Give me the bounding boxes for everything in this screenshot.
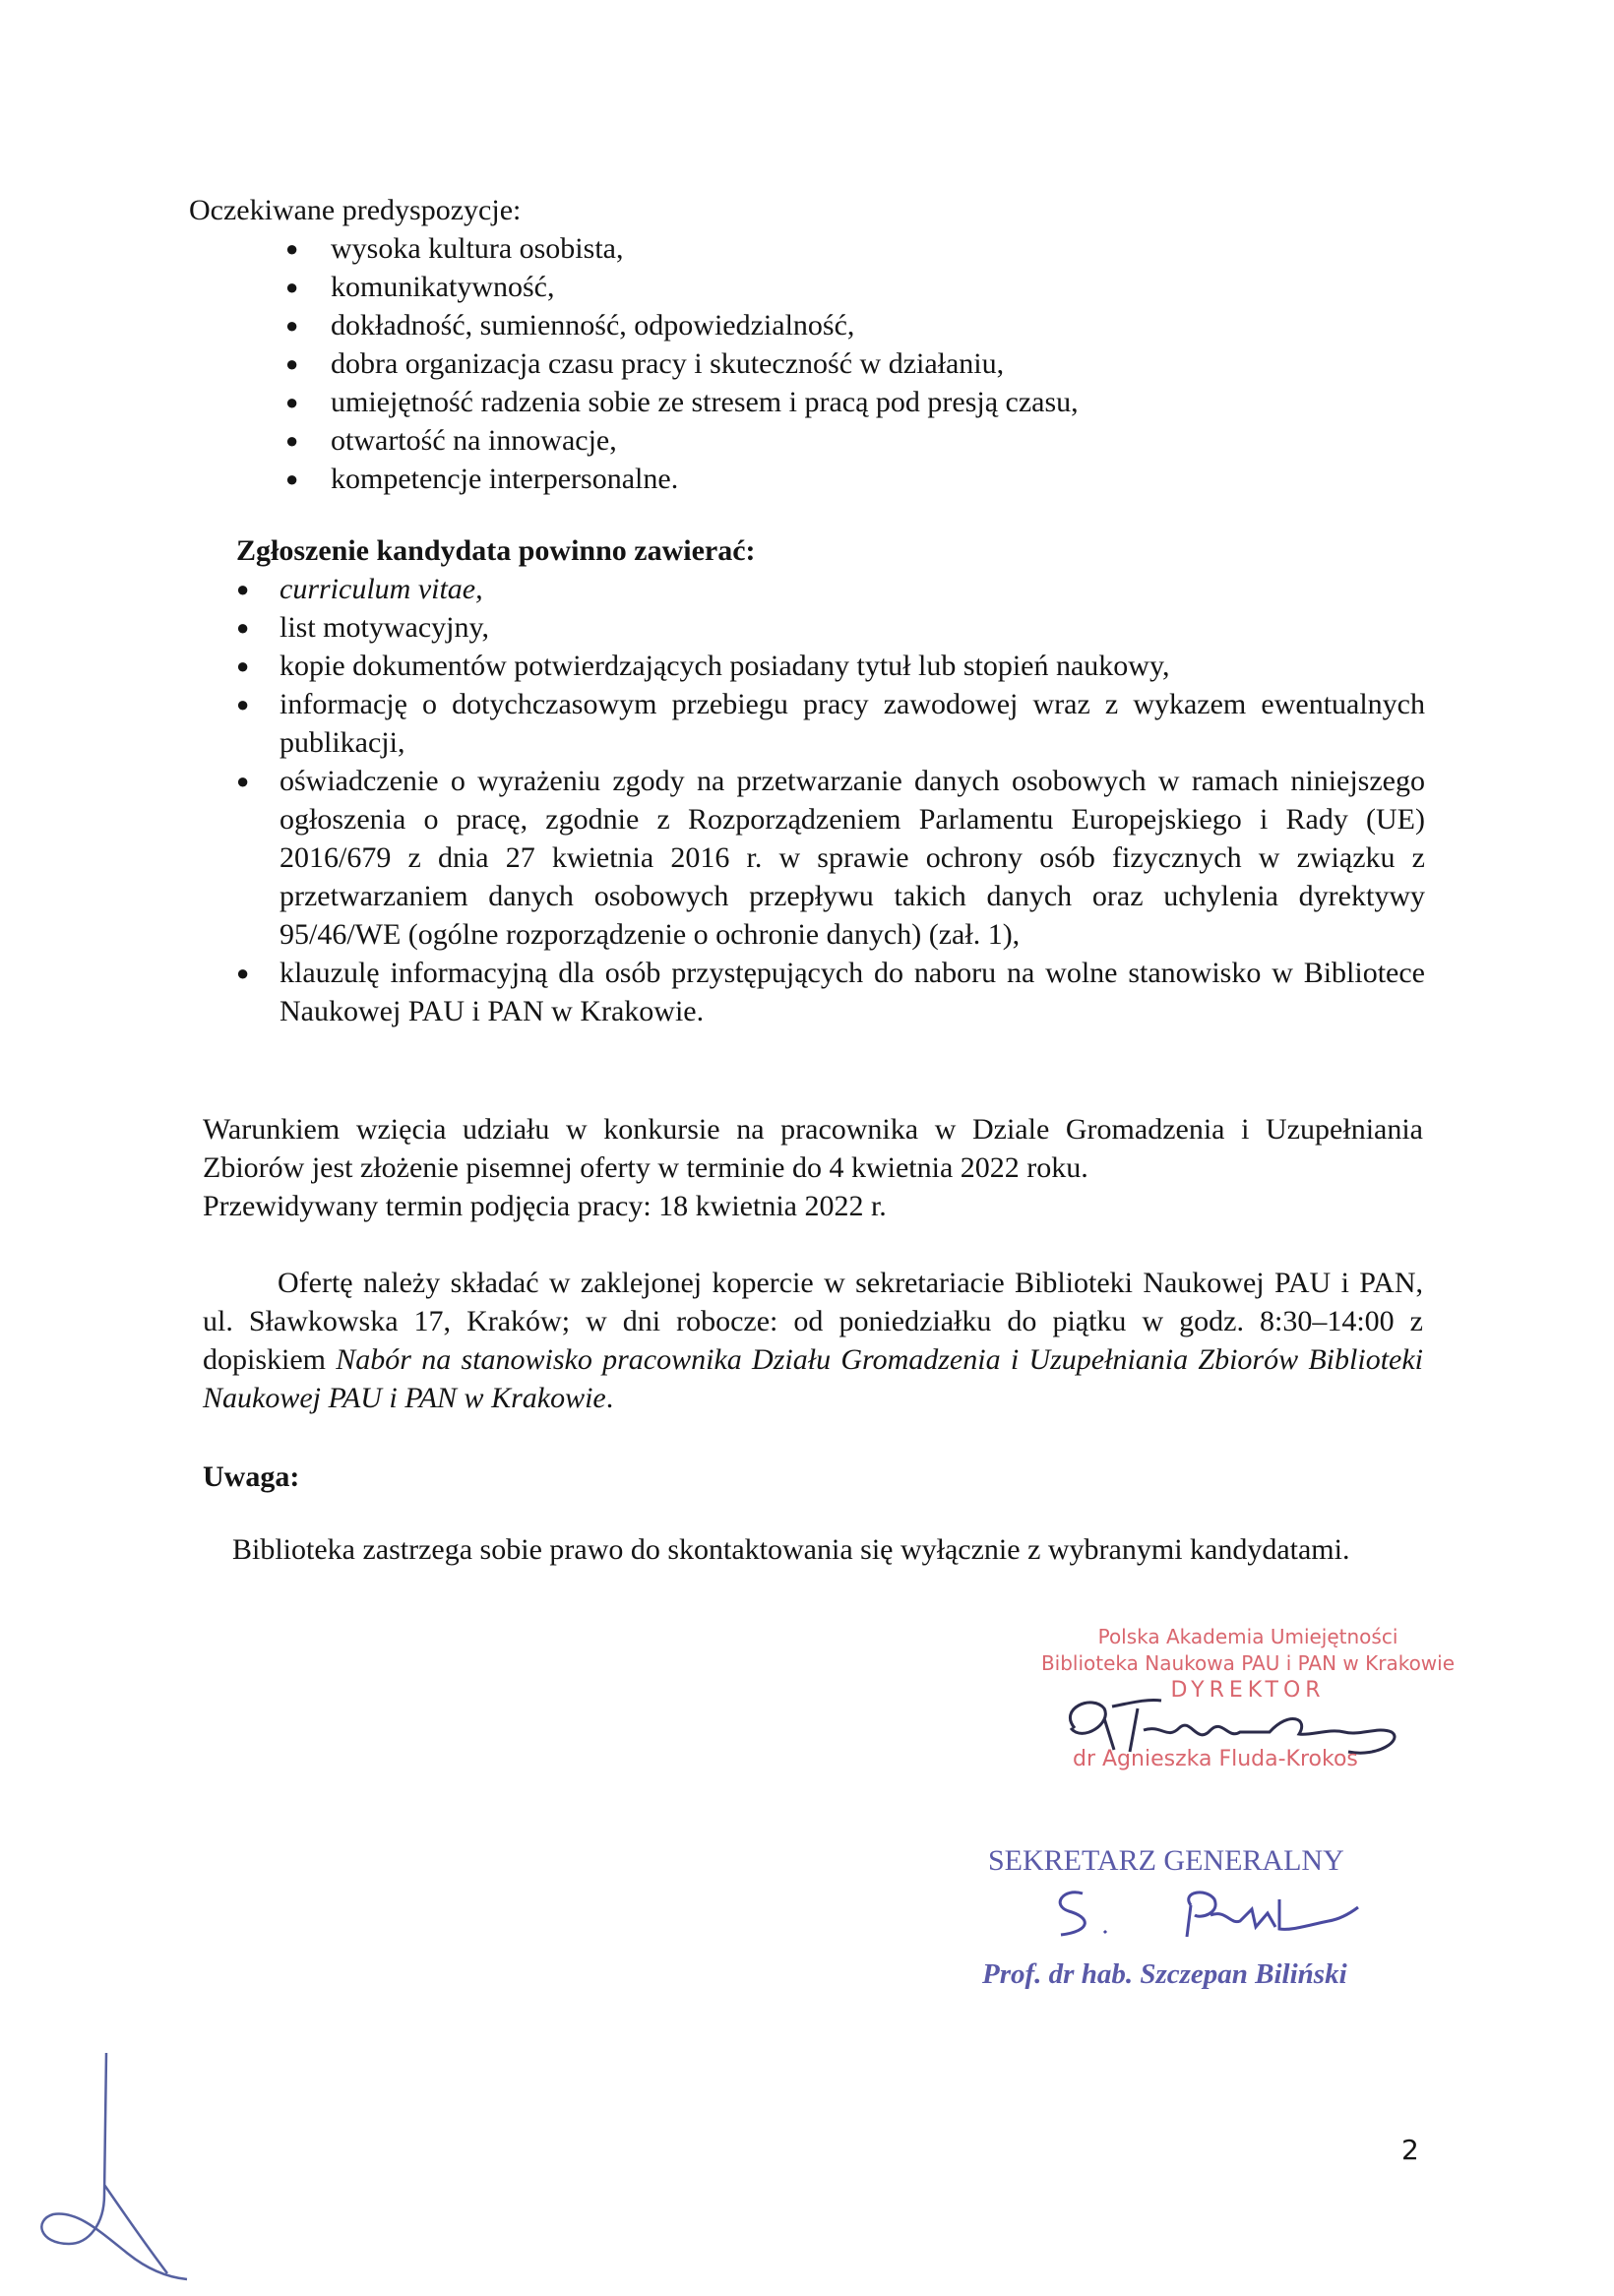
bullet-icon: ● [236, 653, 250, 678]
bullet-icon: ● [236, 577, 250, 601]
list-item: ● oświadczenie o wyrażeniu zgody na przetwarzanie danych osobowych w ramach niniejszego ogłoszenia o pracę, zgodnie z Rozporządzeniem Parlamentu Europejskiego i Rady (UE) 2016/679 z dnia 27 kwietnia 2016 r. w sprawie ochrony osób fizycznych w związku z przetwarzaniem danych osobowych przepływu takich danych oraz uchylenia dyrektywy 95/46/WE (ogólne rozporządzenie o ochronie danych) (zał. 1), [185, 762, 1425, 954]
list-item: ● informację o dotychczasowym przebiegu pracy zawodowej wraz z wykazem ewentualnych publikacji, [185, 685, 1425, 762]
list-item: ● umiejętność radzenia sobie ze stresem i pracą pod presją czasu, [234, 383, 1173, 421]
bullet-icon: ● [285, 390, 299, 414]
list-item: ● dokładność, sumienność, odpowiedzialność, [234, 306, 1173, 344]
list-item: ● wysoka kultura osobista, [234, 229, 1173, 268]
list-item: ● list motywacyjny, [185, 608, 1425, 647]
list-item: ● otwartość na innowacje, [234, 421, 1173, 460]
page-number: 2 [1401, 2134, 1419, 2166]
offer-paragraph [203, 1264, 1423, 1417]
list-item: ● klauzulę informacyjną dla osób przystępujących do naboru na wolne stanowisko w Bibliotece Naukowej PAU i PAN w Krakowie. [185, 954, 1425, 1030]
stamp-library: Biblioteka Naukowa PAU i PAN w Krakowie [1040, 1651, 1456, 1675]
condition-text: Warunkiem wzięcia udziału w konkursie na pracownika w Dziale Gromadzenia i Uzupełniania Zbiorów jest złożenie pisemnej oferty w terminie do 4 kwietnia 2022 roku. [203, 1113, 1423, 1184]
note-paragraph: Biblioteka zastrzega sobie prawo do skontaktowania się wyłącznie z wybranymi kandydatami. [232, 1533, 1350, 1566]
start-date-text: Przewidywany termin podjęcia pracy: 18 kwietnia 2022 r. [203, 1190, 887, 1222]
offer-text: Ofertę należy składać w zaklejonej kopercie w sekretariacie Biblioteki Naukowej PAU i PAN, ul. Sławkowska 17, Kraków; w dni robocze: od poniedziałku do piątku w godz. 8:30–14:00 z dopiskiem [203, 1267, 1423, 1376]
bullet-icon: ● [285, 236, 299, 261]
note-heading: Uwaga: [203, 1460, 300, 1493]
stamp-title: DYREKTOR [1170, 1678, 1326, 1703]
stamp-institution: Polska Akademia Umiejętności [1097, 1625, 1398, 1648]
secretary-title: SEKRETARZ GENERALNY [988, 1844, 1344, 1877]
list-item: ● dobra organizacja czasu pracy i skuteczność w działaniu, [234, 344, 1173, 383]
list-item: ● curriculum vitae, [185, 570, 1425, 608]
director-name: dr Agnieszka Fluda-Krokos [1073, 1747, 1358, 1771]
predispositions-list [234, 229, 1173, 498]
offer-end: . [605, 1382, 614, 1414]
secretary-signature [1033, 1880, 1388, 1949]
list-item: ● kompetencje interpersonalne. [234, 460, 1173, 498]
bullet-icon: ● [236, 769, 250, 793]
predispositions-heading: Oczekiwane predyspozycje: [189, 194, 522, 226]
handwritten-initials [20, 2047, 217, 2293]
bullet-icon: ● [236, 961, 250, 985]
application-list [185, 570, 1425, 1030]
application-section [236, 531, 1425, 1030]
bullet-icon: ● [236, 615, 250, 640]
bullet-icon: ● [285, 466, 299, 491]
bullet-icon: ● [285, 275, 299, 299]
application-heading: Zgłoszenie kandydata powinno zawierać: [236, 534, 756, 567]
secretary-name: Prof. dr hab. Szczepan Biliński [982, 1958, 1347, 1990]
bullet-icon: ● [236, 692, 250, 716]
condition-paragraph [203, 1110, 1423, 1225]
predispositions-section [189, 191, 1173, 498]
offer-annotation: Nabór na stanowisko pracownika Działu Gromadzenia i Uzupełniania Zbiorów Biblioteki Naukowej PAU i PAN w Krakowie [203, 1343, 1423, 1414]
bullet-icon: ● [285, 428, 299, 453]
list-item: ● kopie dokumentów potwierdzających posiadany tytuł lub stopień naukowy, [185, 647, 1425, 685]
bullet-icon: ● [285, 351, 299, 376]
bullet-icon: ● [285, 313, 299, 338]
list-item: ● komunikatywność, [234, 268, 1173, 306]
